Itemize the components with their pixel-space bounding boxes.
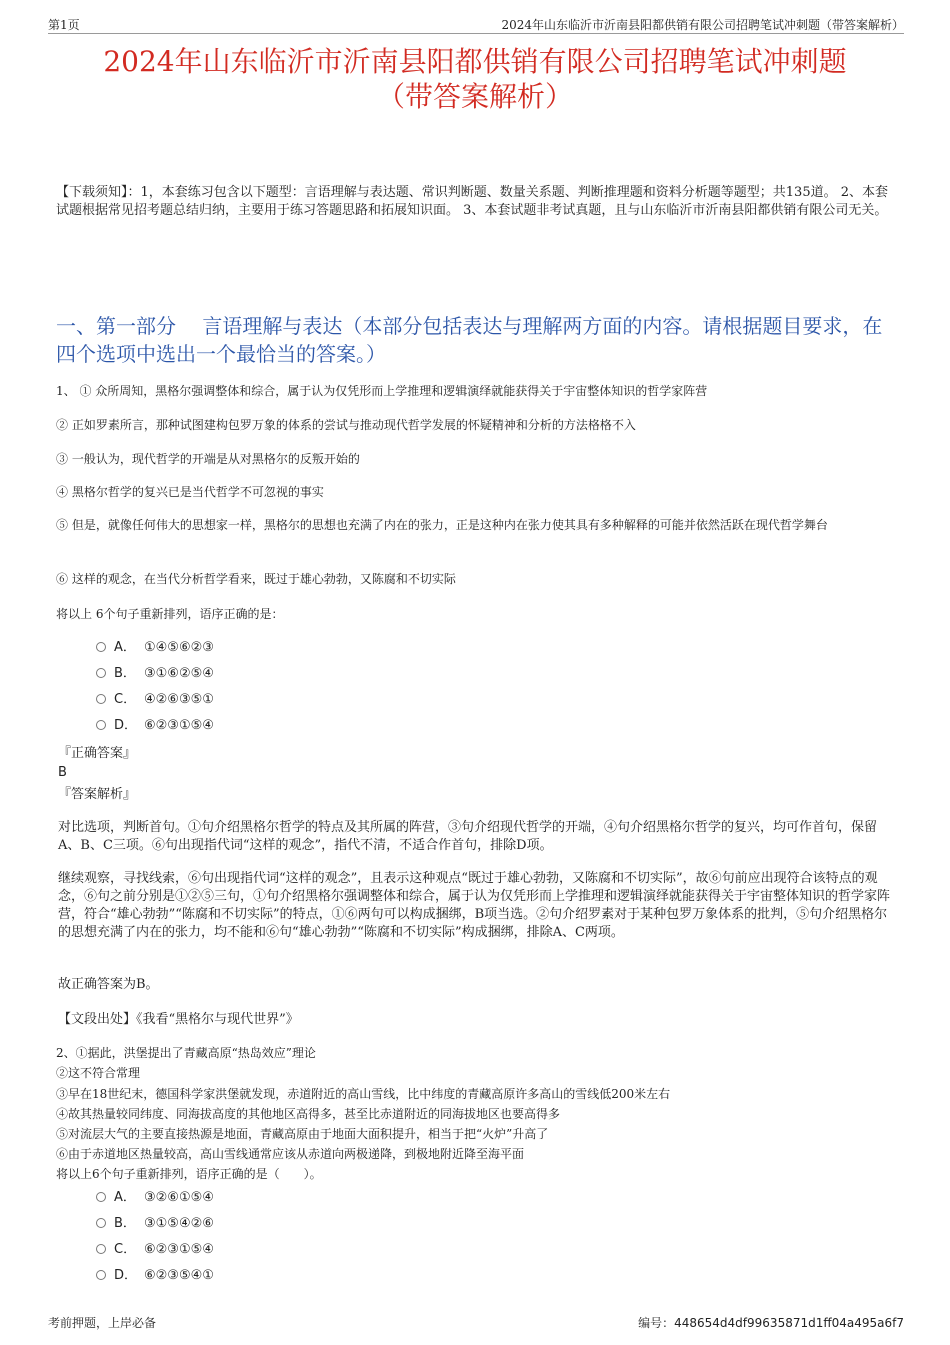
q1-conclusion: 故正确答案为B。: [58, 977, 159, 992]
q2-prompt: 将以上6个句子重新排列，语序正确的是（ ）。: [56, 1167, 322, 1181]
q1-answer: B: [58, 765, 67, 780]
q2-option-a[interactable]: A． ③②⑥①⑤④: [96, 1189, 214, 1207]
q2-option-c[interactable]: C． ⑥②③①⑤④: [96, 1241, 214, 1259]
q2-option-d[interactable]: D． ⑥②③⑤④①: [96, 1267, 214, 1285]
q2-sentence-5: ⑤对流层大气的主要直接热源是地面，青藏高原由于地面大面积提升，相当于把“火炉”升高了: [56, 1127, 549, 1141]
footer-slogan: 考前押题，上岸必备: [48, 1316, 157, 1330]
q1-sentence-1: 1、 ① 众所周知，黑格尔强调整体和综合，属于认为仅凭形而上学推理和逻辑演绎就能获得关于宇宙整体知识的哲学家阵营: [56, 384, 708, 398]
page-title: [40, 44, 910, 114]
radio-icon[interactable]: [96, 668, 106, 678]
q1-source: 【文段出处】《我看“黑格尔与现代世界”》: [58, 1012, 299, 1027]
q1-sentence-5: ⑤ 但是，就像任何伟大的思想家一样，黑格尔的思想也充满了内在的张力，正是这种内在张力使其具有多种解释的可能并依然活跃在现代哲学舞台: [56, 518, 828, 532]
q1-prompt: 将以上 6个句子重新排列，语序正确的是：: [56, 607, 284, 621]
radio-icon[interactable]: [96, 642, 106, 652]
q1-option-b[interactable]: B． ③①⑥②⑤④: [96, 665, 214, 683]
q1-sentence-3: ③ 一般认为，现代哲学的开端是从对黑格尔的反叛开始的: [56, 452, 360, 466]
header-doc-title: 2024年山东临沂市沂南县阳都供销有限公司招聘笔试冲刺题（带答案解析）: [501, 18, 904, 32]
q2-sentence-4: ④故其热量较同纬度、同海拔高度的其他地区高得多，甚至比赤道附近的同海拔地区也要高得多: [56, 1107, 561, 1121]
page-number: 第1页: [48, 18, 80, 32]
radio-icon[interactable]: [96, 694, 106, 704]
q1-analysis-p1: 对比选项，判断首句。①句介绍黑格尔哲学的特点及其所属的阵营，③句介绍现代哲学的开端，④句介绍黑格尔哲学的复兴，均可作首句，保留A、B、C三项。⑥句出现指代词“这样的观念”，指代不清，不适合作首句，排除D项。: [58, 820, 878, 853]
q1-sentence-6: ⑥ 这样的观念，在当代分析哲学看来，既过于雄心勃勃，又陈腐和不切实际: [56, 572, 456, 586]
q2-sentence-2: ②这不符合常理: [56, 1066, 141, 1080]
radio-icon[interactable]: [96, 720, 106, 730]
radio-icon[interactable]: [96, 1244, 106, 1254]
download-note: 【下载须知】：1，本套练习包含以下题型：言语理解与表达题、常识判断题、数量关系题、判断推理题和资料分析题等题型；共135道。 2、本套试题根据常见招考题总结归纳，主要用于练习答题思路和拓展知识面。 3、本套试题非考试真题，且与山东临沂市沂南县阳都供销有限公司无关。: [56, 185, 888, 218]
radio-icon[interactable]: [96, 1218, 106, 1228]
q1-analysis-p2: 继续观察，寻找线索，⑥句出现指代词“这样的观念”，且表示这种观点“既过于雄心勃勃，又陈腐和不切实际”，故⑥句前应出现符合该特点的观念，⑥句之前分别是①②⑤三句，①句介绍黑格尔强调整体和综合，属于认为仅凭形而上学推理和逻辑演绎就能获得关于宇宙整体知识的哲学家阵营，符合“雄心勃勃”“陈腐和不切实际”的特点，①⑥两句可以构成捆绑，B项当选。②句介绍罗素对于某种包罗万象体系的批判，⑤句介绍黑格尔的思想充满了内在的张力，均不能和⑥句“雄心勃勃”“陈腐和不切实际”构成捆绑，排除A、C两项。: [58, 871, 891, 940]
q1-option-c[interactable]: C． ④②⑥③⑤①: [96, 691, 214, 709]
q2-sentence-3: ③早在18世纪末，德国科学家洪堡就发现，赤道附近的高山雪线，比中纬度的青藏高原许多高山的雪线低200米左右: [56, 1087, 671, 1101]
page-header: [48, 16, 904, 34]
footer-code: 编号：448654d4df99635871d1ff04a495a6f7: [638, 1316, 904, 1330]
title-line-1: 2024年山东临沂市沂南县阳都供销有限公司招聘笔试冲刺题: [103, 45, 847, 78]
q1-option-d[interactable]: D． ⑥②③①⑤④: [96, 717, 214, 735]
q2-sentence-6: ⑥由于赤道地区热量较高，高山雪线通常应该从赤道向两极递降，到极地附近降至海平面: [56, 1147, 525, 1161]
q1-sentence-2: ② 正如罗素所言，那种试图建构包罗万象的体系的尝试与推动现代哲学发展的怀疑精神和分析的方法格格不入: [56, 418, 636, 432]
section1-heading: 一、第一部分 言语理解与表达（本部分包括表达与理解两方面的内容。请根据题目要求，在四个选项中选出一个最恰当的答案。）: [56, 314, 883, 366]
radio-icon[interactable]: [96, 1270, 106, 1280]
q1-answer-label: 『正确答案』: [58, 746, 137, 761]
q2-option-b[interactable]: B． ③①⑤④②⑥: [96, 1215, 214, 1233]
q1-option-a[interactable]: A． ①④⑤⑥②③: [96, 639, 214, 657]
title-line-2: （带答案解析）: [376, 80, 573, 113]
radio-icon[interactable]: [96, 1192, 106, 1202]
q2-sentence-1: 2、①据此，洪堡提出了青藏高原“热岛效应”理论: [56, 1046, 316, 1060]
q1-sentence-4: ④ 黑格尔哲学的复兴已是当代哲学不可忽视的事实: [56, 485, 324, 499]
q1-analysis-label: 『答案解析』: [58, 787, 137, 802]
